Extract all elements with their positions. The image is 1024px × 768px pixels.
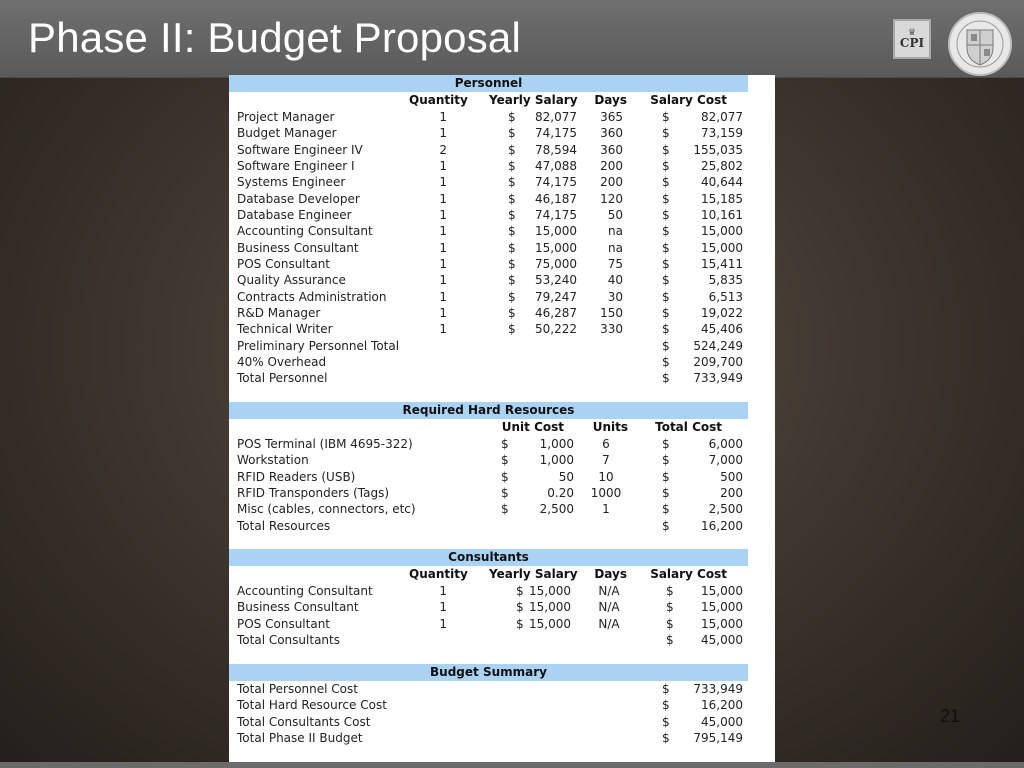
column-header-days: Days — [594, 567, 627, 581]
bottom-strip — [0, 762, 1024, 768]
total-value: 209,700 — [693, 355, 743, 369]
days-value: 75 — [607, 257, 623, 271]
days-value: 30 — [607, 290, 623, 304]
yearly-salary-value: 78,594 — [535, 143, 577, 157]
currency-symbol: $ — [662, 698, 670, 712]
quantity-value: 1 — [439, 192, 447, 206]
unit-cost-value: 0.20 — [547, 486, 574, 500]
yearly-salary-value: 74,175 — [535, 208, 577, 222]
days-value: 200 — [600, 159, 623, 173]
currency-symbol: $ — [508, 322, 516, 336]
yearly-salary-value: 15,000 — [535, 224, 577, 238]
quantity-value: 1 — [439, 159, 447, 173]
role-label: POS Consultant — [237, 257, 330, 271]
total-label: Preliminary Personnel Total — [237, 339, 400, 353]
currency-symbol: $ — [662, 159, 670, 173]
total-cost-value: 200 — [720, 486, 743, 500]
summary-value: 45,000 — [701, 715, 743, 729]
currency-symbol: $ — [508, 257, 516, 271]
section-header-resources: Required Hard Resources — [229, 402, 748, 419]
unit-cost-value: 1,000 — [539, 453, 574, 467]
role-label: Contracts Administration — [237, 290, 387, 304]
item-label: RFID Readers (USB) — [237, 470, 356, 484]
yearly-salary-value: 15,000 — [529, 584, 571, 598]
currency-symbol: $ — [662, 257, 670, 271]
quantity-value: 1 — [439, 290, 447, 304]
currency-symbol: $ — [662, 453, 670, 467]
currency-symbol: $ — [662, 715, 670, 729]
slide-title: Phase II: Budget Proposal — [28, 14, 521, 61]
currency-symbol: $ — [508, 175, 516, 189]
salary-cost-value: 40,644 — [701, 175, 743, 189]
yearly-salary-value: 46,187 — [535, 192, 577, 206]
role-label: Software Engineer IV — [237, 143, 363, 157]
currency-symbol: $ — [666, 617, 674, 631]
yearly-salary-value: 75,000 — [535, 257, 577, 271]
salary-cost-value: 15,000 — [701, 617, 743, 631]
salary-cost-value: 45,406 — [701, 322, 743, 336]
item-label: POS Terminal (IBM 4695-322) — [237, 437, 413, 451]
days-value: 40 — [607, 273, 623, 287]
salary-cost-value: 15,000 — [701, 241, 743, 255]
total-value: 733,949 — [693, 371, 743, 385]
currency-symbol: $ — [662, 175, 670, 189]
currency-symbol: $ — [662, 502, 670, 516]
quantity-value: 1 — [439, 110, 447, 124]
column-header-salary-cost: Salary Cost — [650, 567, 727, 581]
role-label: Accounting Consultant — [237, 224, 373, 238]
currency-symbol: $ — [508, 192, 516, 206]
summary-value: 795,149 — [693, 731, 743, 745]
currency-symbol: $ — [662, 306, 670, 320]
item-label: Workstation — [237, 453, 309, 467]
days-value: N/A — [598, 600, 620, 614]
crown-icon: ♛ — [907, 27, 917, 37]
quantity-value: 1 — [439, 175, 447, 189]
role-label: Database Developer — [237, 192, 360, 206]
university-seal-icon — [947, 12, 1013, 76]
role-label: Accounting Consultant — [237, 584, 373, 598]
currency-symbol: $ — [501, 470, 509, 484]
item-label: RFID Transponders (Tags) — [237, 486, 390, 500]
days-value: na — [608, 241, 623, 255]
section-header-budget-summary: Budget Summary — [229, 664, 748, 681]
total-label: 40% Overhead — [237, 355, 327, 369]
days-value: 360 — [600, 126, 623, 140]
currency-symbol: $ — [508, 224, 516, 238]
currency-symbol: $ — [662, 470, 670, 484]
salary-cost-value: 15,185 — [701, 192, 743, 206]
currency-symbol: $ — [516, 617, 524, 631]
total-value: 45,000 — [701, 633, 743, 647]
role-label: Systems Engineer — [237, 175, 346, 189]
days-value: 365 — [600, 110, 623, 124]
role-label: Budget Manager — [237, 126, 337, 140]
salary-cost-value: 82,077 — [701, 110, 743, 124]
salary-cost-value: 15,000 — [701, 224, 743, 238]
total-cost-value: 500 — [720, 470, 743, 484]
currency-symbol: $ — [662, 208, 670, 222]
salary-cost-value: 73,159 — [701, 126, 743, 140]
column-header-quantity: Quantity — [409, 93, 468, 107]
quantity-value: 1 — [439, 273, 447, 287]
days-value: 200 — [600, 175, 623, 189]
currency-symbol: $ — [501, 486, 509, 500]
currency-symbol: $ — [662, 437, 670, 451]
role-label: Database Engineer — [237, 208, 352, 222]
currency-symbol: $ — [501, 502, 509, 516]
currency-symbol: $ — [508, 143, 516, 157]
salary-cost-value: 10,161 — [701, 208, 743, 222]
currency-symbol: $ — [662, 519, 670, 533]
summary-label: Total Hard Resource Cost — [237, 698, 387, 712]
salary-cost-value: 19,022 — [701, 306, 743, 320]
days-value: 360 — [600, 143, 623, 157]
column-header-total-cost: Total Cost — [655, 420, 722, 434]
quantity-value: 1 — [439, 584, 447, 598]
yearly-salary-value: 15,000 — [529, 617, 571, 631]
total-value: 16,200 — [701, 519, 743, 533]
currency-symbol: $ — [662, 110, 670, 124]
currency-symbol: $ — [662, 486, 670, 500]
currency-symbol: $ — [662, 371, 670, 385]
quantity-value: 1 — [439, 224, 447, 238]
currency-symbol: $ — [662, 224, 670, 238]
unit-cost-value: 2,500 — [539, 502, 574, 516]
days-value: 330 — [600, 322, 623, 336]
currency-symbol: $ — [662, 192, 670, 206]
salary-cost-value: 25,802 — [701, 159, 743, 173]
role-label: R&D Manager — [237, 306, 321, 320]
days-value: N/A — [598, 617, 620, 631]
currency-symbol: $ — [662, 126, 670, 140]
yearly-salary-value: 15,000 — [529, 600, 571, 614]
currency-symbol: $ — [666, 600, 674, 614]
salary-cost-value: 15,411 — [701, 257, 743, 271]
summary-label: Total Personnel Cost — [237, 682, 358, 696]
column-header-days: Days — [594, 93, 627, 107]
yearly-salary-value: 15,000 — [535, 241, 577, 255]
currency-symbol: $ — [501, 453, 509, 467]
quantity-value: 2 — [439, 143, 447, 157]
currency-symbol: $ — [508, 273, 516, 287]
currency-symbol: $ — [662, 322, 670, 336]
currency-symbol: $ — [662, 355, 670, 369]
role-label: Technical Writer — [237, 322, 333, 336]
currency-symbol: $ — [508, 159, 516, 173]
salary-cost-value: 6,513 — [708, 290, 743, 304]
currency-symbol: $ — [508, 110, 516, 124]
role-label: POS Consultant — [237, 617, 330, 631]
quantity-value: 1 — [439, 208, 447, 222]
quantity-value: 1 — [439, 617, 447, 631]
summary-label: Total Consultants Cost — [237, 715, 371, 729]
column-header-yearly-salary: Yearly Salary — [489, 567, 578, 581]
salary-cost-value: 15,000 — [701, 584, 743, 598]
currency-symbol: $ — [508, 208, 516, 222]
total-cost-value: 2,500 — [708, 502, 743, 516]
currency-symbol: $ — [662, 682, 670, 696]
days-value: N/A — [598, 584, 620, 598]
role-label: Quality Assurance — [237, 273, 346, 287]
currency-symbol: $ — [662, 241, 670, 255]
page-number: 21 — [940, 706, 961, 726]
total-cost-value: 6,000 — [708, 437, 743, 451]
summary-value: 733,949 — [693, 682, 743, 696]
currency-symbol: $ — [662, 290, 670, 304]
budget-document — [229, 75, 775, 763]
quantity-value: 1 — [439, 306, 447, 320]
total-label: Total Consultants — [237, 633, 340, 647]
quantity-value: 1 — [439, 241, 447, 255]
currency-symbol: $ — [516, 600, 524, 614]
currency-symbol: $ — [666, 584, 674, 598]
summary-value: 16,200 — [701, 698, 743, 712]
cpi-logo-text: CPI — [899, 36, 925, 50]
item-label: Misc (cables, connectors, etc) — [237, 502, 416, 516]
currency-symbol: $ — [662, 273, 670, 287]
units-value: 1000 — [590, 486, 622, 500]
days-value: na — [608, 224, 623, 238]
salary-cost-value: 15,000 — [701, 600, 743, 614]
days-value: 120 — [600, 192, 623, 206]
column-header-units: Units — [592, 420, 628, 434]
currency-symbol: $ — [508, 306, 516, 320]
salary-cost-value: 155,035 — [693, 143, 743, 157]
days-value: 150 — [600, 306, 623, 320]
currency-symbol: $ — [666, 633, 674, 647]
column-header-salary-cost: Salary Cost — [650, 93, 727, 107]
currency-symbol: $ — [662, 143, 670, 157]
column-header-quantity: Quantity — [409, 567, 468, 581]
quantity-value: 1 — [439, 126, 447, 140]
salary-cost-value: 5,835 — [708, 273, 743, 287]
currency-symbol: $ — [508, 290, 516, 304]
role-label: Software Engineer I — [237, 159, 355, 173]
currency-symbol: $ — [501, 437, 509, 451]
quantity-value: 1 — [439, 322, 447, 336]
role-label: Business Consultant — [237, 241, 359, 255]
currency-symbol: $ — [508, 241, 516, 255]
title-bar — [0, 0, 1024, 78]
yearly-salary-value: 50,222 — [535, 322, 577, 336]
role-label: Business Consultant — [237, 600, 359, 614]
yearly-salary-value: 47,088 — [535, 159, 577, 173]
summary-label: Total Phase II Budget — [237, 731, 363, 745]
quantity-value: 1 — [439, 600, 447, 614]
total-label: Total Resources — [237, 519, 331, 533]
units-value: 10 — [598, 470, 614, 484]
column-header-unit-cost: Unit Cost — [501, 420, 564, 434]
currency-symbol: $ — [662, 339, 670, 353]
currency-symbol: $ — [662, 731, 670, 745]
total-cost-value: 7,000 — [708, 453, 743, 467]
total-label: Total Personnel — [237, 371, 328, 385]
units-value: 1 — [602, 502, 610, 516]
unit-cost-value: 1,000 — [539, 437, 574, 451]
yearly-salary-value: 82,077 — [535, 110, 577, 124]
days-value: 50 — [607, 208, 623, 222]
currency-symbol: $ — [508, 126, 516, 140]
role-label: Project Manager — [237, 110, 335, 124]
yearly-salary-value: 53,240 — [535, 273, 577, 287]
section-header-personnel: Personnel — [229, 75, 748, 92]
yearly-salary-value: 79,247 — [535, 290, 577, 304]
total-value: 524,249 — [693, 339, 743, 353]
quantity-value: 1 — [439, 257, 447, 271]
yearly-salary-value: 46,287 — [535, 306, 577, 320]
column-header-yearly-salary: Yearly Salary — [489, 93, 578, 107]
units-value: 7 — [602, 453, 610, 467]
section-header-consultants: Consultants — [229, 549, 748, 566]
cpi-logo — [893, 19, 931, 59]
yearly-salary-value: 74,175 — [535, 175, 577, 189]
currency-symbol: $ — [516, 584, 524, 598]
unit-cost-value: 50 — [558, 470, 574, 484]
units-value: 6 — [602, 437, 610, 451]
yearly-salary-value: 74,175 — [535, 126, 577, 140]
